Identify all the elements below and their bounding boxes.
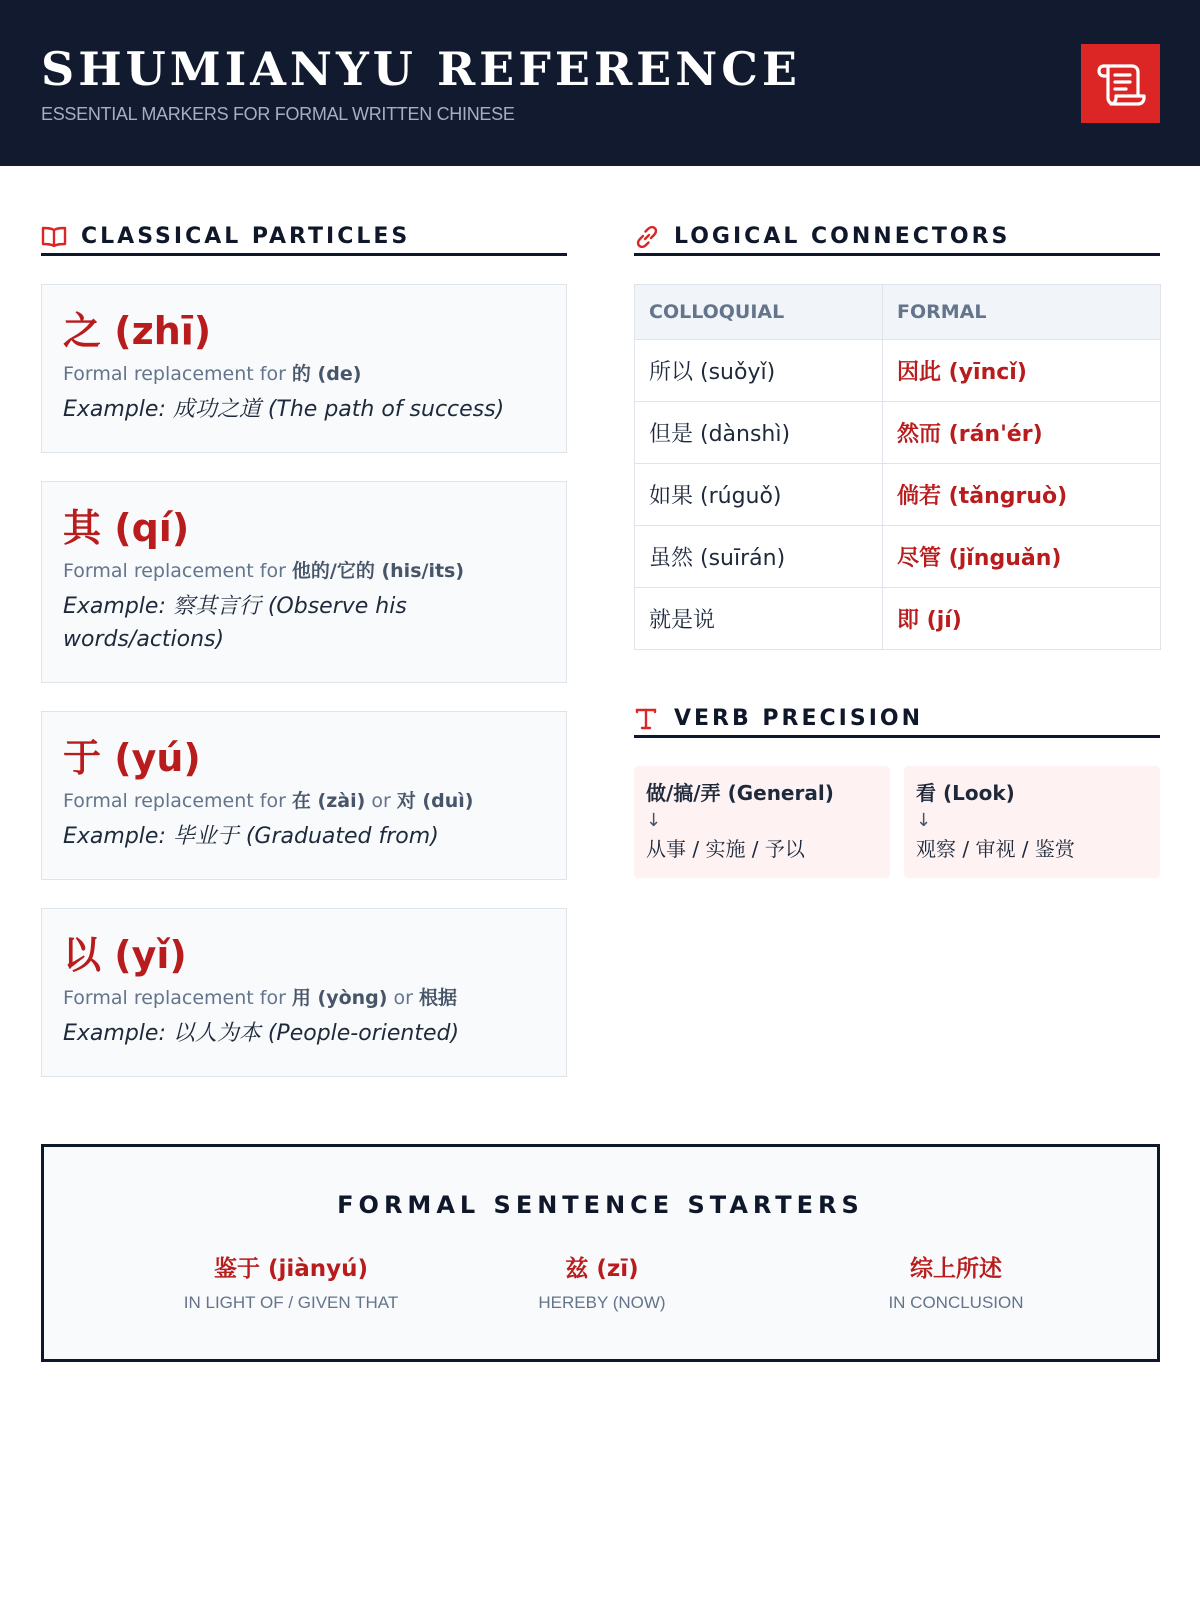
formal-cell: 然而 (rán'ér)	[883, 402, 1161, 464]
replacement-prefix: Formal replacement for	[63, 790, 292, 812]
section-title: CLASSICAL PARTICLES	[81, 224, 411, 249]
particle-example: Example: 毕业于 (Graduated from)	[63, 824, 439, 849]
table-row	[635, 402, 1161, 464]
column-header-colloquial: COLLOQUIAL	[635, 285, 883, 340]
starter-term: 鉴于 (jiànyú)	[213, 1256, 369, 1282]
starter-term: 兹 (zī)	[565, 1256, 639, 1282]
page-subtitle: ESSENTIAL MARKERS FOR FORMAL WRITTEN CHINESE	[41, 104, 515, 124]
starter-item	[422, 1253, 782, 1313]
replacement-prefix: Formal replacement for	[63, 987, 292, 1009]
table-row	[635, 340, 1161, 402]
colloquial-cell: 虽然 (suīrán)	[635, 526, 883, 588]
column-header-formal: FORMAL	[883, 285, 1161, 340]
particle-replacement	[63, 983, 546, 1013]
page-title: SHUMIANYU REFERENCE	[41, 42, 801, 96]
text-t-icon	[634, 706, 660, 732]
particle-card	[41, 481, 567, 683]
scroll-icon	[1096, 60, 1146, 108]
verb-card	[904, 766, 1160, 878]
formal-cell: 因此 (yīncǐ)	[883, 340, 1161, 402]
particle-title: 其 (qí)	[63, 506, 190, 550]
starter-meaning: HEREBY (NOW)	[538, 1293, 666, 1312]
verb-general: 做/搞/弄 (General)	[646, 781, 834, 805]
particle-example: Example: 以人为本 (People-oriented)	[63, 1021, 460, 1046]
starter-meaning: IN LIGHT OF / GIVEN THAT	[183, 1293, 399, 1312]
colloquial-cell: 所以 (suǒyǐ)	[635, 340, 883, 402]
particle-card	[41, 284, 567, 453]
replacement-term: 根据	[419, 987, 458, 1009]
table-row	[635, 588, 1161, 650]
starter-meaning: IN CONCLUSION	[888, 1293, 1024, 1312]
replacement-term: 他的/它的 (his/its)	[291, 560, 465, 582]
section-heading-verbs	[634, 702, 1160, 738]
particle-card	[41, 908, 567, 1077]
section-title: VERB PRECISION	[674, 706, 923, 731]
colloquial-cell: 如果 (rúguǒ)	[635, 464, 883, 526]
colloquial-cell: 但是 (dànshì)	[635, 402, 883, 464]
formal-cell: 倘若 (tǎngruò)	[883, 464, 1161, 526]
connectors-table	[634, 284, 1161, 650]
page-header	[0, 0, 1200, 166]
replacement-term: 在 (zài)	[291, 790, 366, 812]
starter-item	[776, 1253, 1136, 1313]
replacement-prefix: Formal replacement for	[63, 363, 292, 385]
arrow-down-icon: ↓	[646, 810, 662, 831]
section-heading-connectors	[634, 220, 1160, 256]
replacement-term: 用 (yòng)	[291, 987, 388, 1009]
verb-card	[634, 766, 890, 878]
logo-badge	[1081, 44, 1160, 123]
particle-title: 于 (yú)	[63, 736, 201, 780]
particle-title: 之 (zhī)	[63, 309, 212, 353]
replacement-connector: or	[387, 987, 419, 1009]
section-title: LOGICAL CONNECTORS	[674, 224, 1011, 249]
particle-card	[41, 711, 567, 880]
starter-item	[111, 1253, 471, 1313]
particle-example: Example: 察其言行 (Observe his words/actions)	[63, 594, 407, 652]
starter-term: 综上所述	[910, 1256, 1002, 1282]
particle-replacement	[63, 359, 546, 389]
formal-cell: 即 (jí)	[883, 588, 1161, 650]
table-header-row	[635, 285, 1161, 340]
arrow-down-icon: ↓	[916, 810, 932, 831]
replacement-term: 对 (duì)	[396, 790, 474, 812]
replacement-term: 的 (de)	[291, 363, 362, 385]
section-heading-particles	[41, 220, 567, 256]
formal-cell: 尽管 (jǐnguǎn)	[883, 526, 1161, 588]
colloquial-cell: 就是说	[635, 588, 883, 650]
sentence-starters-panel	[41, 1144, 1160, 1362]
replacement-prefix: Formal replacement for	[63, 560, 292, 582]
starters-title: FORMAL SENTENCE STARTERS	[337, 1191, 864, 1219]
table-row	[635, 464, 1161, 526]
particle-replacement	[63, 786, 546, 816]
particle-example: Example: 成功之道 (The path of success)	[63, 397, 505, 422]
link-icon	[634, 224, 660, 250]
replacement-connector: or	[365, 790, 397, 812]
book-icon	[41, 224, 67, 250]
table-row	[635, 526, 1161, 588]
verb-formal: 从事 / 实施 / 予以	[646, 837, 805, 861]
verb-formal: 观察 / 审视 / 鉴赏	[916, 837, 1075, 861]
verb-general: 看 (Look)	[916, 781, 1015, 805]
particle-replacement	[63, 556, 546, 586]
particle-title: 以 (yǐ)	[63, 933, 187, 977]
